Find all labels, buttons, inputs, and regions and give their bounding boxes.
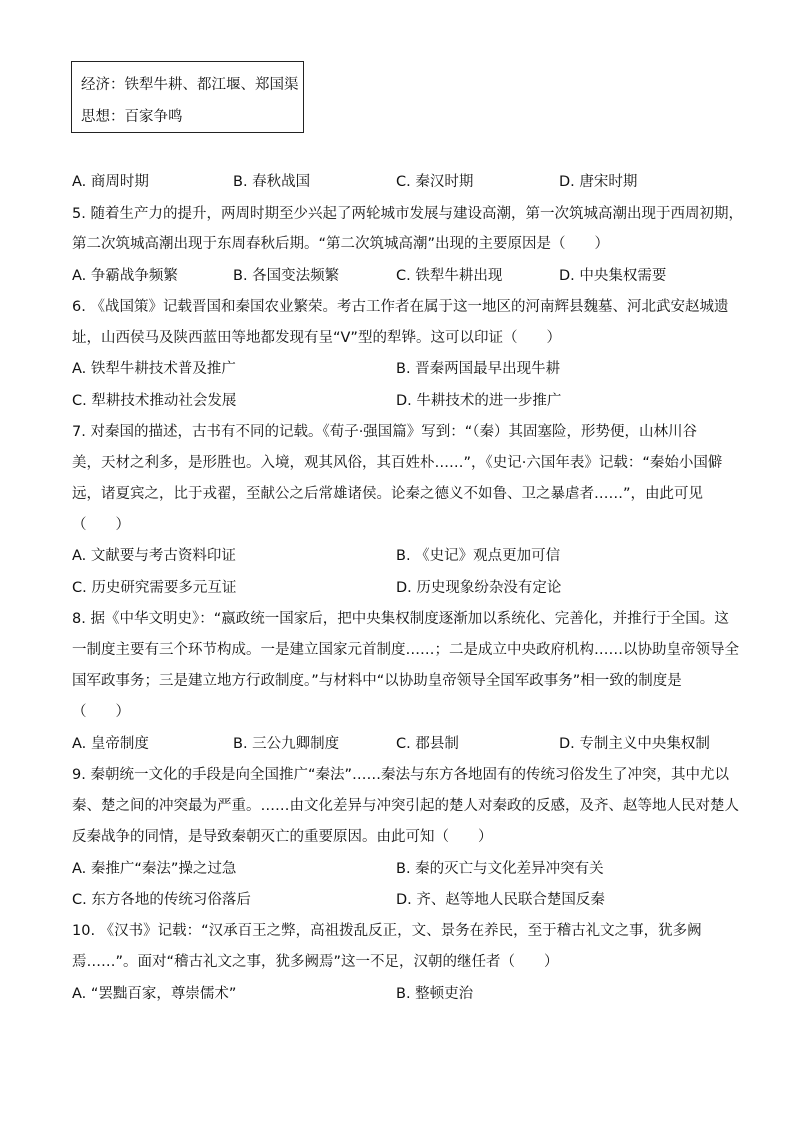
q8-stem-line-3: 国军政事务；三是建立地方行政制度。”与材料中“以协助皇帝领导全国军政事务”相一致的制度是 (72, 673, 682, 689)
q9-stem-line-1: 9. 秦朝统一文化的手段是向全国推广“秦法”……秦法与东方各地固有的传统习俗发生了冲突，其中尤以 (72, 767, 729, 783)
q9-stem-line-2: 秦、楚之间的冲突最为严重。……由文化差异与冲突引起的楚人对秦政的反感，及齐、赵等地人民对楚人 (72, 798, 739, 814)
q10-stem-line-2: 焉……”。面对“稽古礼文之事，犹多阙焉”这一不足，汉朝的继任者（ ） (72, 954, 559, 970)
q6-option-a[interactable]: A. 铁犁牛耕技术普及推广 (72, 361, 236, 377)
q5-option-d[interactable]: D. 中央集权需要 (559, 268, 667, 284)
q9-option-c[interactable]: C. 东方各地的传统习俗落后 (72, 892, 251, 908)
material-line-economy: 经济：铁犁牛耕、都江堰、郑国渠 (81, 77, 299, 93)
q10-stem-line-1: 10. 《汉书》记载：“汉承百王之弊，高祖拨乱反正，文、景务在养民，至于稽古礼文之事，犹多阙 (72, 923, 702, 939)
q8-option-b[interactable]: B. 三公九卿制度 (233, 736, 340, 752)
q5-option-b[interactable]: B. 各国变法频繁 (233, 268, 340, 284)
q7-stem-line-1: 7. 对秦国的描述，古书有不同的记载。《荀子·强国篇》写到：“（秦）其固塞险，形势便，山林川谷 (72, 424, 698, 440)
q5-option-a[interactable]: A. 争霸战争频繁 (72, 268, 178, 284)
material-box (71, 61, 304, 133)
q8-stem-line-4: （ ） (72, 704, 130, 720)
q7-option-b[interactable]: B. 《史记》观点更加可信 (396, 548, 561, 564)
q7-stem-line-4: （ ） (72, 517, 130, 533)
q8-option-d[interactable]: D. 专制主义中央集权制 (559, 736, 710, 752)
q6-option-b[interactable]: B. 晋秦两国最早出现牛耕 (396, 361, 561, 377)
q9-option-b[interactable]: B. 秦的灭亡与文化差异冲突有关 (396, 861, 604, 877)
q5-stem-line-1: 5. 随着生产力的提升，两周时期至少兴起了两轮城市发展与建设高潮，第一次筑城高潮出现于西周初期， (72, 206, 743, 222)
q8-option-a[interactable]: A. 皇帝制度 (72, 736, 149, 752)
q9-option-d[interactable]: D. 齐、赵等地人民联合楚国反秦 (396, 892, 605, 908)
q6-stem-line-1: 6. 《战国策》记载晋国和秦国农业繁荣。考古工作者在属于这一地区的河南辉县魏墓、河北武安赵城遗 (72, 299, 729, 315)
q7-option-a[interactable]: A. 文献要与考古资料印证 (72, 548, 236, 564)
q6-option-d[interactable]: D. 牛耕技术的进一步推广 (396, 393, 562, 409)
q8-stem-line-2: 一制度主要有三个环节构成。一是建立国家元首制度……；二是成立中央政府机构……以协助皇帝领导全 (72, 642, 739, 658)
q7-stem-line-3: 远，诸夏宾之，比于戎翟，至献公之后常雄诸侯。论秦之德义不如鲁、卫之暴虐者……”，由此可见 (72, 486, 704, 502)
material-line-thought: 思想：百家争鸣 (81, 109, 183, 125)
q8-option-c[interactable]: C. 郡县制 (396, 736, 459, 752)
q7-stem-line-2: 美，天材之利多，是形胜也。入境，观其风俗，其百姓朴……”，《史记·六国年表》记载：“秦始小国僻 (72, 455, 723, 471)
q10-option-a[interactable]: A. “罢黜百家，尊崇儒术” (72, 986, 237, 1002)
q10-option-b[interactable]: B. 整顿吏治 (396, 986, 474, 1002)
q6-option-c[interactable]: C. 犁耕技术推动社会发展 (72, 393, 237, 409)
q4-option-c[interactable]: C. 秦汉时期 (396, 174, 474, 190)
q4-option-d[interactable]: D. 唐宋时期 (559, 174, 638, 190)
q6-stem-line-2: 址，山西侯马及陕西蓝田等地都发现有呈“V”型的犁铧。这可以印证（ ） (72, 330, 561, 346)
q7-option-d[interactable]: D. 历史现象纷杂没有定论 (396, 580, 562, 596)
q5-option-c[interactable]: C. 铁犁牛耕出现 (396, 268, 503, 284)
q8-stem-line-1: 8. 据《中华文明史》：“嬴政统一国家后，把中央集权制度逐渐加以系统化、完善化，并推行于全国。这 (72, 611, 729, 627)
q9-option-a[interactable]: A. 秦推广“秦法”操之过急 (72, 861, 237, 877)
q9-stem-line-3: 反秦战争的同情，是导致秦朝灭亡的重要原因。由此可知（ ） (72, 829, 493, 845)
q5-stem-line-2: 第二次筑城高潮出现于东周春秋后期。“第二次筑城高潮”出现的主要原因是（ ） (72, 236, 610, 252)
q4-option-b[interactable]: B. 春秋战国 (233, 174, 311, 190)
q4-option-a[interactable]: A. 商周时期 (72, 174, 149, 190)
q7-option-c[interactable]: C. 历史研究需要多元互证 (72, 580, 237, 596)
